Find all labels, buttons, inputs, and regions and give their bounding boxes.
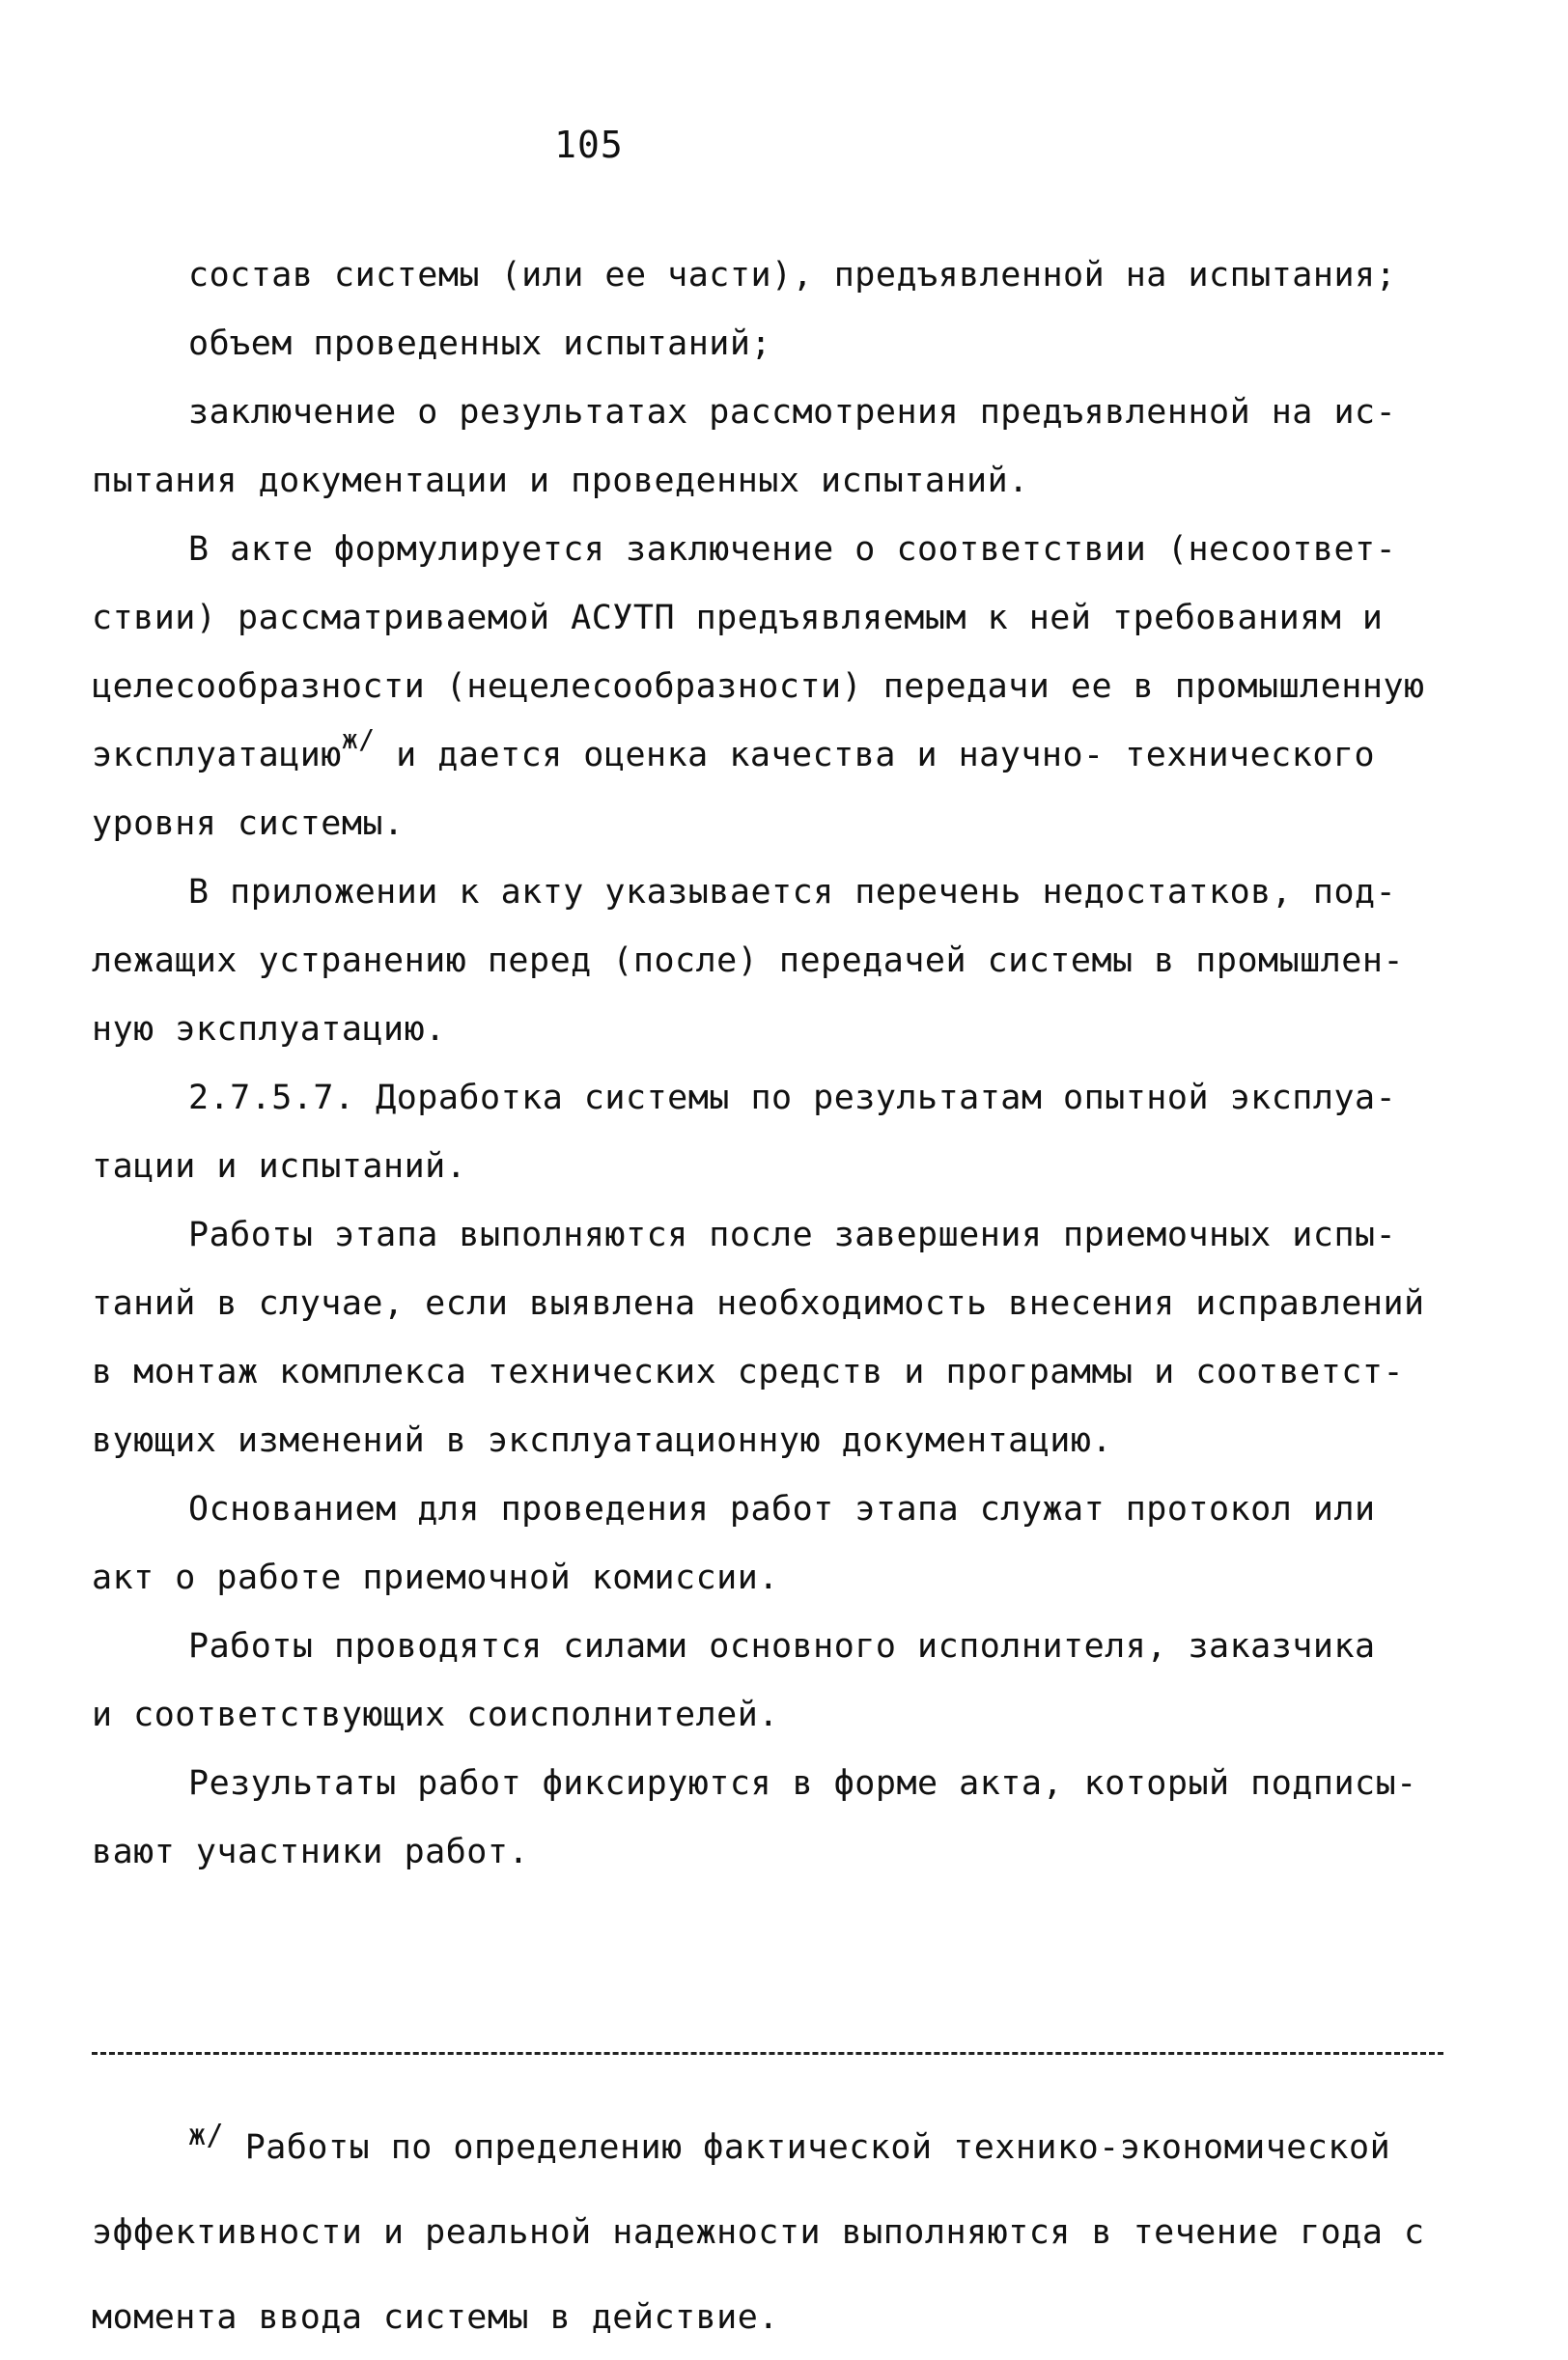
text-line: ствии) рассматриваемой АСУТП предъявляемым к ней требованиям и [92,599,1384,637]
text-line: В приложении к акту указывается перечень недостатков, под- [188,873,1397,912]
text-line: состав системы (или ее части), предъявленной на испытания; [188,256,1397,295]
text-line: и соответствующих соисполнителей. [92,1696,779,1734]
text-line: таний в случае, если выявлена необходимость внесения исправлений [92,1284,1425,1323]
text-line: вают участники работ. [92,1833,530,1871]
footnote-mark: ж/ [188,2119,225,2152]
footnote [92,2105,1472,2360]
footnote-line: момента ввода системы в действие. [92,2298,779,2337]
text-line: объем проведенных испытаний; [188,324,772,363]
text-line: лежащих устранению перед (после) передачей системы в промышлен- [92,941,1405,980]
text-line: Работы проводятся силами основного исполнителя, заказчика [188,1627,1376,1666]
text-line: ную эксплуатацию. [92,1010,446,1049]
footnote-divider [92,2052,1443,2055]
text-line [92,721,1472,790]
text-fragment: и дается оценка качества и научно- технического [375,736,1376,774]
footnote-line: эффективности и реальной надежности выполняются в течение года с [92,2213,1425,2252]
text-line: целесообразности (нецелесообразности) передачи ее в промышленную [92,667,1425,706]
text-line: акт о работе приемочной комиссии. [92,1559,779,1597]
text-line: Основанием для проведения работ этапа служат протокол или [188,1490,1376,1529]
footnote-reference: ж/ [341,723,376,755]
text-line: Работы этапа выполняются после завершения приемочных испы- [188,1216,1397,1254]
text-line: заключение о результатах рассмотрения предъявленной на ис- [188,393,1397,432]
main-text [92,241,1472,1887]
text-line: В акте формулируется заключение о соответствии (несоответ- [188,530,1397,569]
footnote-line [92,2105,1472,2190]
text-line: уровня системы. [92,804,405,843]
text-line: в монтаж комплекса технических средств и программы и соответст- [92,1353,1405,1391]
text-fragment: эксплуатацию [92,736,342,774]
text-line: вующих изменений в эксплуатационную документацию. [92,1421,1113,1460]
text-line: Результаты работ фиксируются в форме акта, который подписы- [188,1764,1417,1803]
section-heading: 2.7.5.7. Доработка системы по результатам опытной эксплуа- [188,1079,1397,1117]
page-number: 105 [554,124,624,166]
text-line: пытания документации и проведенных испытаний. [92,462,1029,500]
footnote-text: Работы по определению фактической технико-экономической [224,2128,1391,2167]
text-line: тации и испытаний. [92,1147,467,1186]
